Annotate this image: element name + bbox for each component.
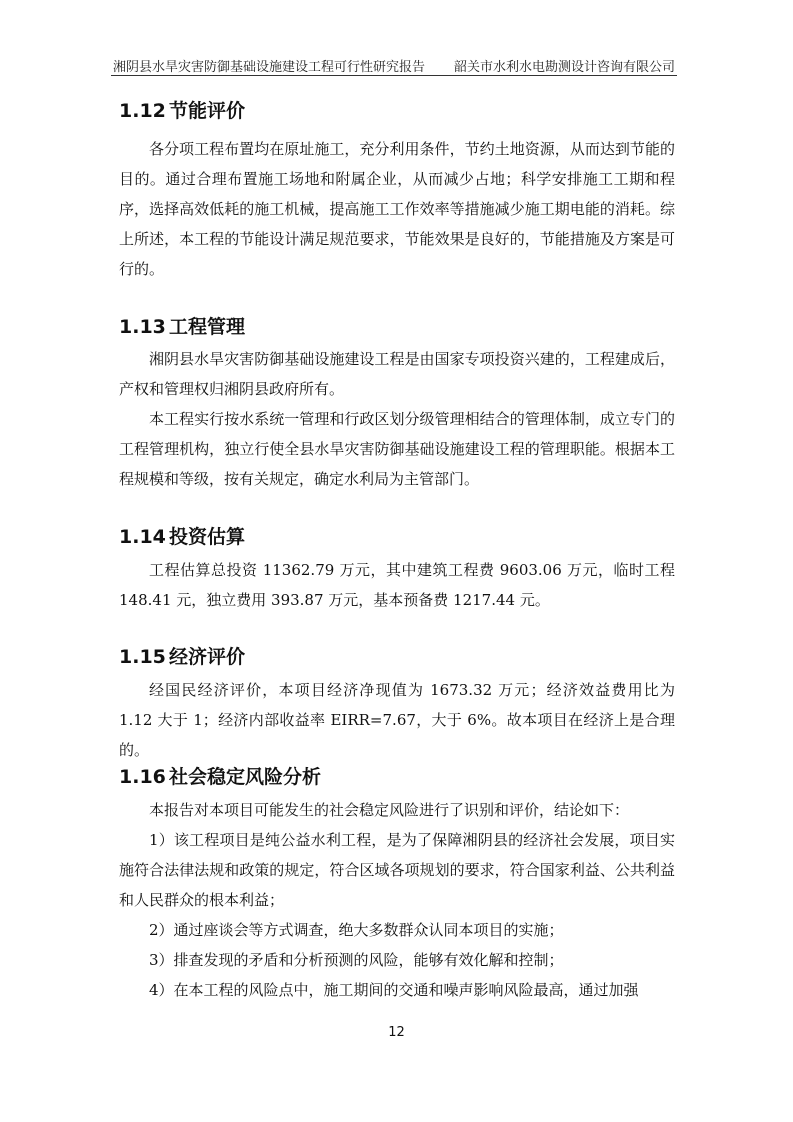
page-header — [111, 56, 677, 76]
section-title: 社会稳定风险分析 — [169, 766, 322, 788]
header-divider — [111, 75, 677, 76]
list-item: 4）在本工程的风险点中，施工期间的交通和噪声影响风险最高，通过加强 — [149, 981, 639, 999]
section-title: 工程管理 — [169, 316, 246, 338]
paragraph: 工程估算总投资 11362.79 万元，其中建筑工程费 9603.06 万元，临时工程148.41 元，独立费用 393.87 万元，基本预备费 1217.44 元。 — [119, 561, 675, 609]
list-item: 2）通过座谈会等方式调查，绝大多数群众认同本项目的实施； — [149, 921, 564, 939]
section-heading-1-15 — [119, 642, 245, 669]
paragraph: 各分项工程布置均在原址施工，充分利用条件，节约土地资源，从而达到节能的目的。通过合理布置施工场地和附属企业，从而减少占地；科学安排施工工期和程序，选择高效低耗的施工机械，提高施工工作效率等措施减少施工期电能的消耗。综上所述，本工程的节能设计满足规范要求，节能效果是良好的，节能措施及方案是可行的。 — [119, 140, 675, 278]
page-number: 12 — [388, 1025, 405, 1040]
paragraph: 经国民经济评价，本项目经济净现值为 1673.32 万元；经济效益费用比为 1.12 大于 1；经济内部收益率 EIRR=7.67，大于 6%。故本项目在经济上是合理的。 — [119, 681, 675, 759]
section-number: 1.16 — [119, 766, 166, 788]
section-number: 1.13 — [119, 316, 166, 338]
paragraph: 湘阴县水旱灾害防御基础设施建设工程是由国家专项投资兴建的，工程建成后，产权和管理权归湘阴县政府所有。 — [119, 350, 675, 398]
section-number: 1.15 — [119, 646, 166, 668]
section-heading-1-13 — [119, 312, 245, 339]
header-company-name: 韶关市水利水电勘测设计咨询有限公司 — [453, 60, 675, 75]
paragraph: 本报告对本项目可能发生的社会稳定风险进行了识别和评价，结论如下： — [149, 801, 630, 819]
paragraph: 本工程实行按水系统一管理和行政区划分级管理相结合的管理体制，成立专门的工程管理机构，独立行使全县水旱灾害防御基础设施建设工程的管理职能。根据本工程规模和等级，按有关规定，确定水利局为主管部门。 — [119, 410, 675, 488]
list-item: 3）排查发现的矛盾和分析预测的风险，能够有效化解和控制； — [149, 951, 564, 969]
section-number: 1.14 — [119, 526, 166, 548]
section-heading-1-16 — [119, 762, 321, 789]
section-heading-1-14 — [119, 522, 245, 549]
section-heading-1-12 — [119, 96, 245, 123]
header-report-title: 湘阴县水旱灾害防御基础设施建设工程可行性研究报告 — [113, 60, 426, 75]
section-title: 经济评价 — [169, 646, 246, 668]
section-number: 1.12 — [119, 100, 166, 122]
section-title: 节能评价 — [169, 100, 246, 122]
section-title: 投资估算 — [169, 526, 246, 548]
list-item: 1）该工程项目是纯公益水利工程，是为了保障湘阴县的经济社会发展，项目实施符合法律法规和政策的规定，符合区域各项规划的要求，符合国家利益、公共利益和人民群众的根本利益； — [119, 831, 675, 909]
